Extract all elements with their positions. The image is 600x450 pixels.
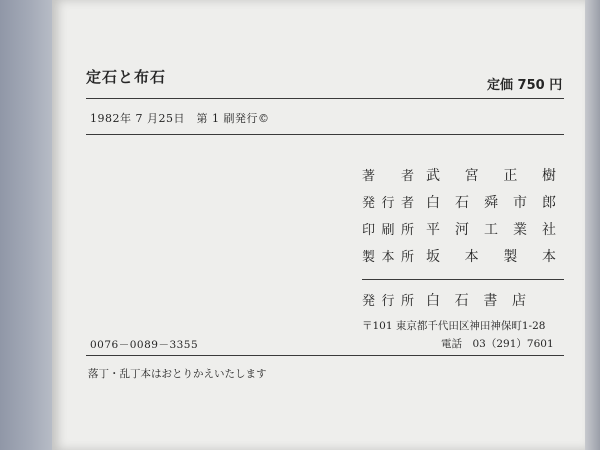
header-divider (86, 134, 564, 135)
credit-name: 白石舜市郎 (426, 195, 556, 211)
publisher-role: 発行所 (362, 294, 414, 309)
publisher-phone: 電話 03（291）7601 (441, 338, 554, 350)
book-code: 0076－0089－3355 (90, 339, 199, 351)
publisher-name: 白石書店 (426, 293, 526, 309)
credit-role: 著者 (362, 169, 414, 184)
credit-role: 製本所 (362, 250, 414, 265)
credit-name: 武宮正樹 (426, 168, 556, 184)
top-divider (86, 98, 564, 99)
publisher-address: 〒101 東京都千代田区神田神保町1-28 (362, 320, 546, 332)
book-title: 定石と布石 (86, 68, 167, 86)
credit-name: 平河工業社 (426, 222, 556, 238)
price-label: 定価 750 円 (487, 78, 563, 93)
credit-role: 印刷所 (362, 223, 414, 238)
replacement-notice: 落丁・乱丁本はおとりかえいたします (88, 368, 267, 380)
credit-name: 坂本製本 (426, 249, 556, 265)
bottom-divider (86, 355, 564, 356)
publisher-divider (362, 279, 564, 280)
publication-date: 1982年 7 月25日 第 1 刷発行© (90, 112, 270, 125)
right-page-edge (585, 0, 600, 450)
credit-role: 発行者 (362, 196, 414, 211)
left-page-edge (0, 0, 52, 450)
